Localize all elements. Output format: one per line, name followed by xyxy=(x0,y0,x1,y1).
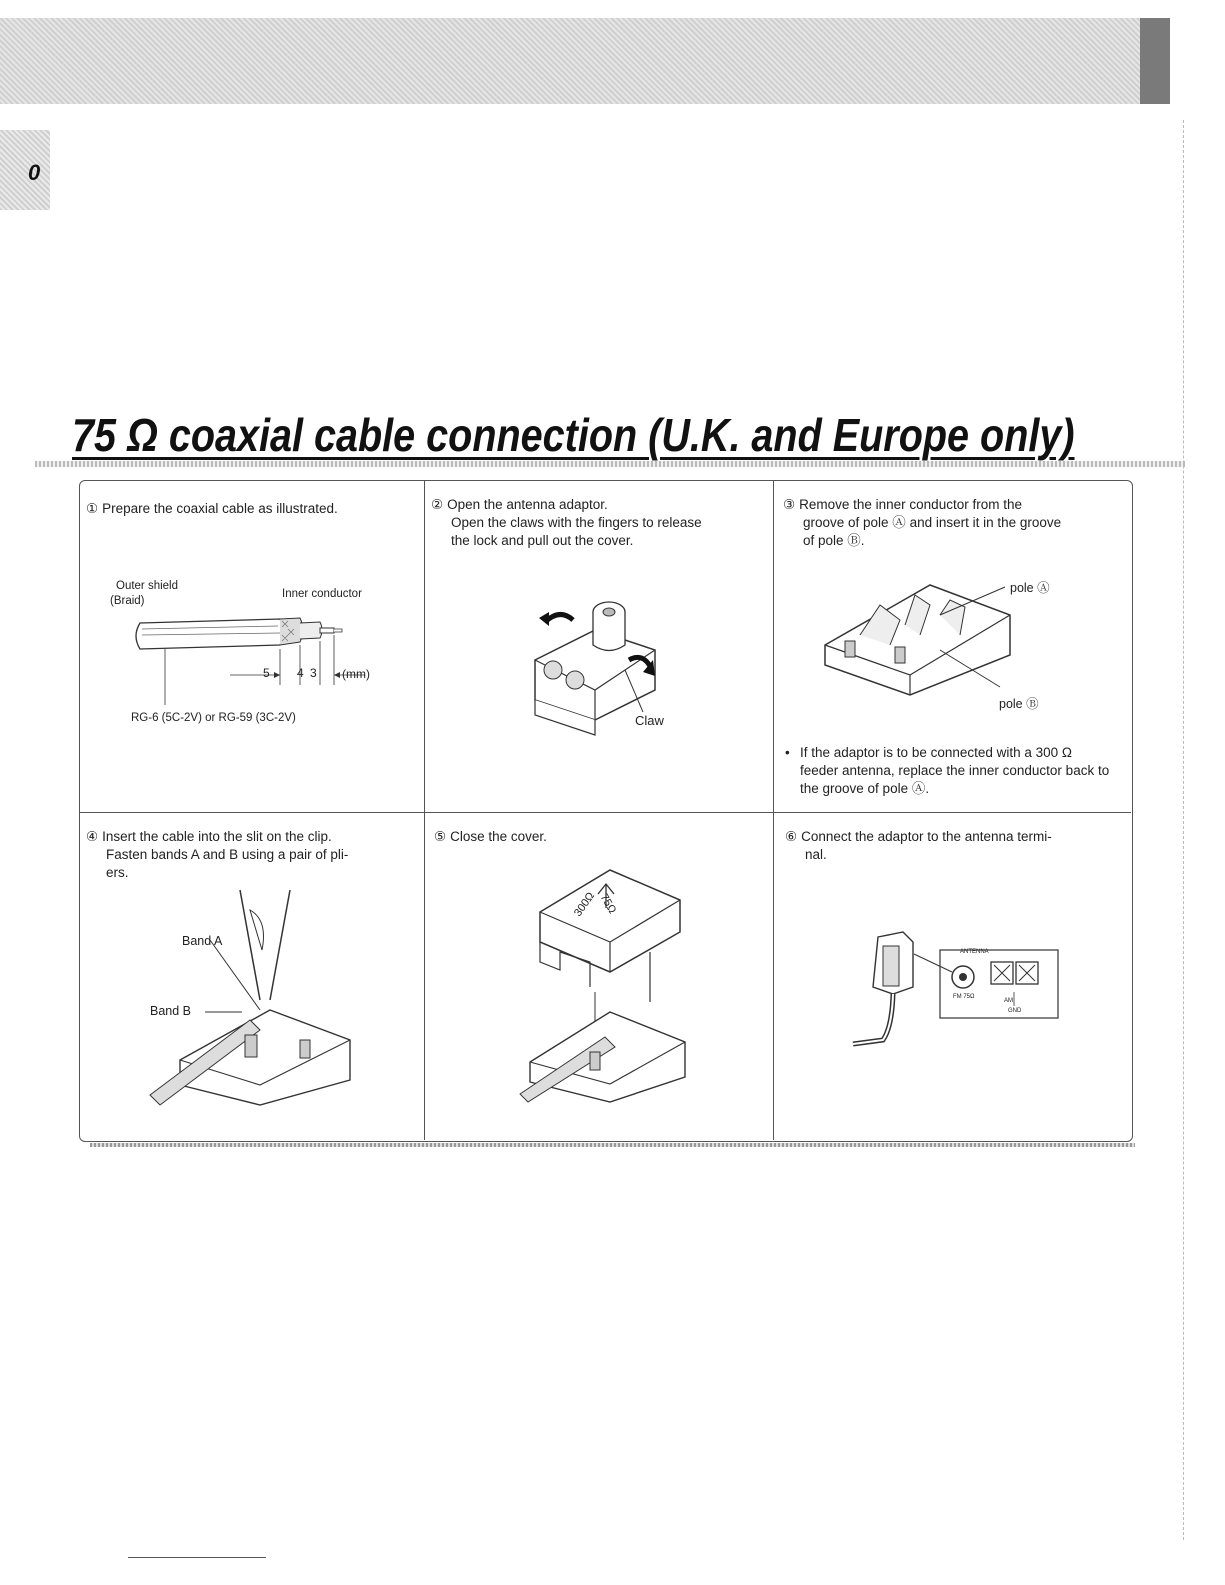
cable-type-label: RG-6 (5C-2V) or RG-59 (3C-2V) xyxy=(131,712,296,724)
step-text: Connect the adaptor to the antenna termi- xyxy=(801,829,1052,844)
step-number: ⑤ xyxy=(434,829,447,844)
step-6 xyxy=(785,828,1115,864)
band-a-label: Band A xyxy=(182,934,223,948)
step-1 xyxy=(86,500,416,518)
pole-b-label: pole Ⓑ xyxy=(999,697,1039,711)
am-label: AM xyxy=(1004,998,1013,1004)
page-tab xyxy=(0,130,50,210)
step-text: the lock and pull out the cover. xyxy=(451,533,634,548)
inner-conductor-label: Inner conductor xyxy=(282,588,362,600)
step-text: Insert the cable into the slit on the clip. xyxy=(102,829,332,844)
fm-label: FM 75Ω xyxy=(953,994,975,1000)
antenna-adaptor-illustration xyxy=(525,590,675,760)
row-divider xyxy=(79,812,1131,813)
step-text: Fasten bands A and B using a pair of pli- xyxy=(106,847,349,862)
step-number: ⑥ xyxy=(785,829,798,844)
column-divider-1 xyxy=(424,480,425,1140)
dim-4: 4 xyxy=(297,666,304,680)
step-3 xyxy=(783,496,1113,550)
step-text: Close the cover. xyxy=(450,829,547,844)
step-text: of pole Ⓑ. xyxy=(803,533,865,548)
column-divider-2 xyxy=(773,480,774,1140)
step-2 xyxy=(431,496,766,550)
dim-5: 5 xyxy=(263,666,270,680)
bottom-rule xyxy=(90,1143,1135,1147)
step-text: Open the antenna adaptor. xyxy=(447,497,608,512)
band-b-label: Band B xyxy=(150,1004,192,1018)
note-text: If the adaptor is to be connected with a 300 Ω feeder antenna, replace the inner conductor back to the groove of pole Ⓐ. xyxy=(800,745,1110,796)
right-margin-rule xyxy=(1183,120,1185,1540)
coax-cable-illustration xyxy=(130,605,370,705)
step-text: Prepare the coaxial cable as illustrated. xyxy=(102,501,338,516)
bullet-icon: • xyxy=(785,745,790,760)
page-number: 0 xyxy=(28,160,41,185)
cover-300-label: 300Ω xyxy=(572,890,598,919)
open-adaptor-illustration xyxy=(820,575,1020,700)
step-number: ② xyxy=(431,497,444,512)
antenna-label: ANTENNA xyxy=(960,949,989,955)
bottom-link-line xyxy=(128,1557,266,1558)
pliers-clip-illustration xyxy=(150,890,400,1110)
header-band xyxy=(0,18,1170,104)
step-text: nal. xyxy=(805,847,827,862)
cover-75-label: 75Ω xyxy=(597,892,619,916)
step-text: groove of pole Ⓐ and insert it in the groove xyxy=(803,515,1062,530)
step-5 xyxy=(434,828,764,846)
braid-label: (Braid) xyxy=(110,595,145,607)
dim-unit: (mm) xyxy=(342,667,370,681)
note-300-ohm xyxy=(785,744,1110,798)
claw-label: Claw xyxy=(635,713,664,728)
step-number: ④ xyxy=(86,829,99,844)
step-4 xyxy=(86,828,416,882)
header-band-end xyxy=(1140,18,1170,104)
outer-shield-label: Outer shield xyxy=(116,580,179,592)
step-text: Open the claws with the fingers to release xyxy=(451,515,702,530)
step-number: ③ xyxy=(783,497,796,512)
pole-a-label: pole Ⓐ xyxy=(1010,581,1050,595)
gnd-label: GND xyxy=(1008,1008,1022,1014)
dim-3: 3 xyxy=(310,666,317,680)
step-text: ers. xyxy=(106,865,129,880)
title-rule xyxy=(35,461,1185,467)
step-number: ① xyxy=(86,501,99,516)
step-text: Remove the inner conductor from the xyxy=(799,497,1022,512)
page-title: 75 Ω coaxial cable connection (U.K. and Europe only) xyxy=(72,409,1075,461)
